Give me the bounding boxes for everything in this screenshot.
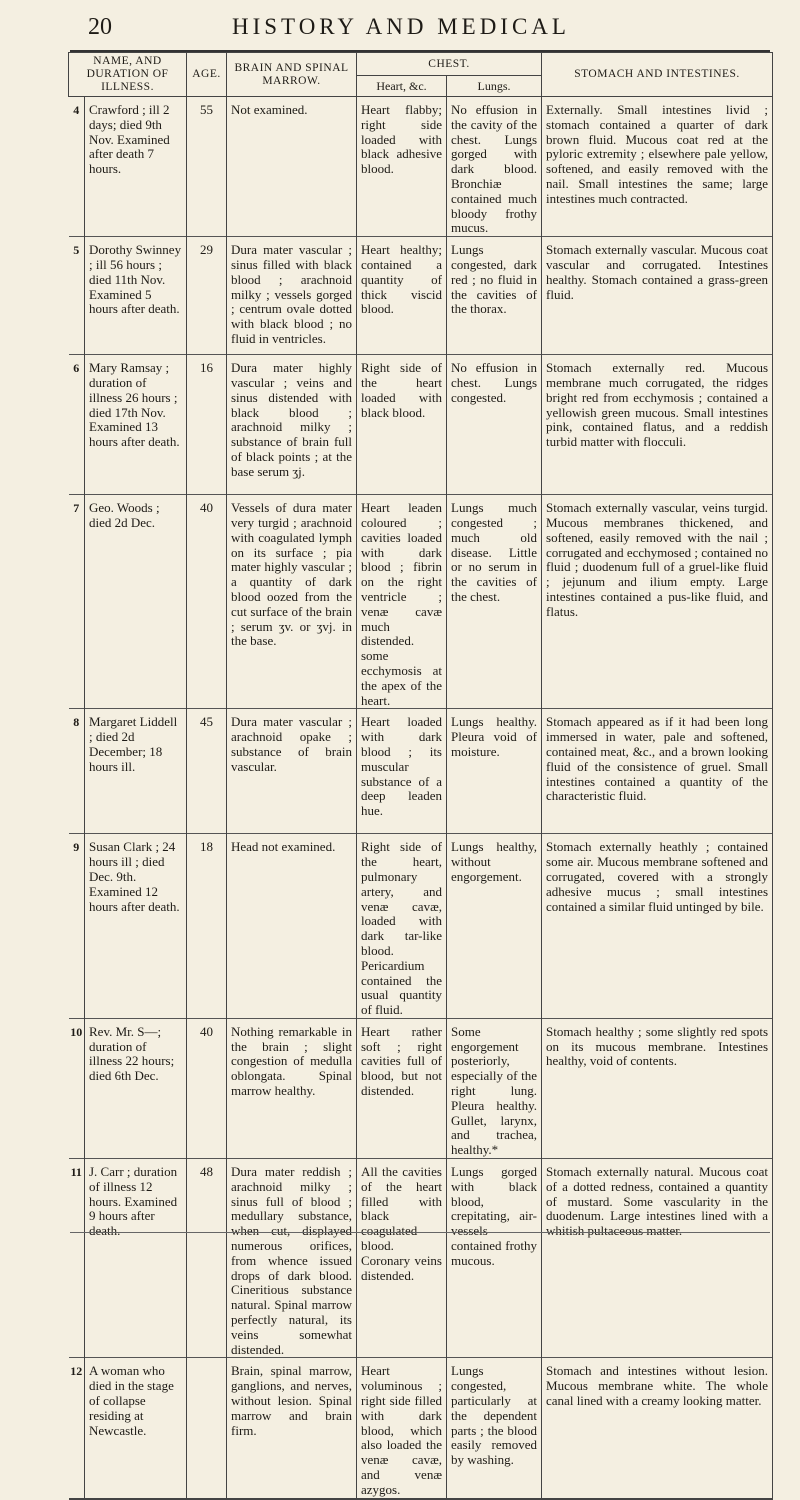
stomach-findings: Stomach externally heathly ; contained some air. Mucous membrane softened and corrugated, covered with a strongly adhesive mucus ; small intestines contained a similar fluid untinged by bile. [542,834,773,1019]
table-row [69,709,773,834]
table-row [69,355,773,495]
lungs-findings: Some engorgement posteriorly, especially of the right lung. Pleura healthy. Gullet, larynx, and trachea, healthy.* [447,1018,542,1158]
heart-findings: Heart rather soft ; right cavities full of blood, but not distended. [357,1018,447,1158]
stomach-findings: Stomach externally natural. Mucous coat of a dotted redness, contained a quantity of mustard. Some vascularity in the duodenum. Large intestines lined with a whitish pultaceous matter. [542,1159,773,1358]
heart-findings: Right side of the heart, pulmonary artery, and venæ cavæ, loaded with dark tar-like blood. Pericardium contained the usual quantity of fluid. [357,834,447,1019]
table-row [69,1358,773,1499]
header-chest: CHEST. [357,53,542,76]
heart-findings: Heart flabby; right side loaded with black adhesive blood. [357,97,447,237]
lungs-findings: No effusion in chest. Lungs congested. [447,355,542,495]
row-number: 8 [69,709,85,834]
lungs-findings: Lungs congested, particularly at the dependent parts ; the blood easily removed by washing. [447,1358,542,1499]
patient-name: J. Carr ; duration of illness 12 hours. Examined 9 hours after death. [85,1159,187,1358]
patient-name: A woman who died in the stage of collapse residing at Newcastle. [85,1358,187,1499]
lungs-findings: Lungs healthy, without engorgement. [447,834,542,1019]
brain-findings: Head not examined. [227,834,357,1019]
patient-name: Geo. Woods ; died 2d Dec. [85,495,187,709]
header-stomach: STOMACH AND INTESTINES. [542,53,773,97]
row-number: 11 [69,1159,85,1358]
patient-age: 40 [187,495,227,709]
stomach-findings: Stomach externally vascular. Mucous coat vascular and corrugated. Intestines healthy. Stomach contained a grass-green fluid. [542,237,773,355]
heart-findings: Heart leaden coloured ; cavities loaded with dark blood ; fibrin on the right ventricle ; venæ cavæ much distended. some ecchymosis at the apex of the heart. [357,495,447,709]
table-row [69,495,773,709]
patient-age [187,1358,227,1499]
autopsy-table [68,52,773,1500]
table-row [69,97,773,237]
stomach-findings: Stomach healthy ; some slightly red spots on its mucous membrane. Intestines healthy, void of contents. [542,1018,773,1158]
stomach-findings: Stomach and intestines without lesion. Mucous membrane white. The whole canal lined with a creamy looking matter. [542,1358,773,1499]
patient-name: Crawford ; ill 2 days; died 9th Nov. Examined after death 7 hours. [85,97,187,237]
stomach-findings: Stomach externally vascular, veins turgid. Mucous membranes thickened, and softened, easily removed with the nail ; corrugated and ecchymosed ; contained no fluid ; duodenum full of a gruel-like fluid ; jejunum and ilium empty. Large intestines contained a pus-like fluid, and flatus. [542,495,773,709]
patient-age: 29 [187,237,227,355]
page-number: 20 [88,14,112,40]
header-brain: BRAIN AND SPINAL MARROW. [227,53,357,97]
stomach-findings: Stomach externally red. Mucous membrane much corrugated, the ridges bright red from ecchymosis ; contained a yellowish green mucous. Small intestines pink, contained flatus, and a reddish turbid matter with flocculi. [542,355,773,495]
patient-name: Margaret Liddell ; died 2d December; 18 hours ill. [85,709,187,834]
heart-findings: Right side of the heart loaded with black blood. [357,355,447,495]
table-row [69,237,773,355]
running-title: HISTORY AND MEDICAL [232,14,570,39]
heart-findings: All the cavities of the heart filled with black coagulated blood. Coronary veins distended. [357,1159,447,1358]
lungs-findings: Lungs healthy. Pleura void of moisture. [447,709,542,834]
heart-findings: Heart loaded with dark blood ; its muscular substance of a deep leaden hue. [357,709,447,834]
row-number: 5 [69,237,85,355]
lungs-findings: Lungs much congested ; much old disease. Little or no serum in the cavities of the chest. [447,495,542,709]
row-number: 4 [69,97,85,237]
header-heart: Heart, &c. [357,76,447,97]
bottom-rule [70,1232,770,1233]
stomach-findings: Externally. Small intestines livid ; stomach contained a quarter of dark brown fluid. Mucous coat red at the pyloric extremity ; elsewhere pale yellow, softened, and easily removed with the nail. Small intestines the same; large intestines much contracted. [542,97,773,237]
brain-findings: Dura mater vascular ; arachnoid opake ; substance of brain vascular. [227,709,357,834]
lungs-findings: Lungs congested, dark red ; no fluid in the cavities of the thorax. [447,237,542,355]
patient-age: 55 [187,97,227,237]
brain-findings: Vessels of dura mater very turgid ; arachnoid with coagulated lymph on its surface ; pia mater highly vascular ; a quantity of dark blood oozed from the cut surface of the brain ; serum ʒv. or ʒvj. in the base. [227,495,357,709]
row-number: 10 [69,1018,85,1158]
brain-findings: Dura mater vascular ; sinus filled with black blood ; arachnoid milky ; vessels gorged ; centrum ovale dotted with black blood ; no fluid in ventricles. [227,237,357,355]
table-row [69,1018,773,1158]
brain-findings: Brain, spinal marrow, ganglions, and nerves, without lesion. Spinal marrow and brain firm. [227,1358,357,1499]
row-number: 12 [69,1358,85,1499]
patient-age: 45 [187,709,227,834]
header-name: NAME, AND DURATION OF ILLNESS. [69,53,187,97]
table-row [69,834,773,1019]
header-lungs: Lungs. [447,76,542,97]
patient-age: 16 [187,355,227,495]
heart-findings: Heart healthy; contained a quantity of thick viscid blood. [357,237,447,355]
patient-age: 48 [187,1159,227,1358]
patient-name: Dorothy Swinney ; ill 56 hours ; died 11th Nov. Examined 5 hours after death. [85,237,187,355]
row-number: 9 [69,834,85,1019]
row-number: 6 [69,355,85,495]
row-number: 7 [69,495,85,709]
brain-findings: Not examined. [227,97,357,237]
brain-findings: Dura mater reddish ; arachnoid milky ; sinus full of blood ; medullary substance, when cut, displayed numerous orifices, from whence issued drops of dark blood. Cineritious substance natural. Spinal marrow perfectly natural, its veins somewhat distended. [227,1159,357,1358]
patient-name: Susan Clark ; 24 hours ill ; died Dec. 9th. Examined 12 hours after death. [85,834,187,1019]
lungs-findings: No effusion in the cavity of the chest. Lungs gorged with dark blood. Bronchiæ contained much bloody frothy mucus. [447,97,542,237]
patient-age: 18 [187,834,227,1019]
brain-findings: Nothing remarkable in the brain ; slight congestion of medulla oblongata. Spinal marrow healthy. [227,1018,357,1158]
patient-name: Rev. Mr. S—; duration of illness 22 hours; died 6th Dec. [85,1018,187,1158]
table-row [69,1159,773,1358]
brain-findings: Dura mater highly vascular ; veins and sinus distended with black blood ; arachnoid milky ; substance of brain full of black points ; at the base serum ʒj. [227,355,357,495]
lungs-findings: Lungs gorged with black blood, crepitating, air-vessels contained frothy mucous. [447,1159,542,1358]
patient-age: 40 [187,1018,227,1158]
header-age: AGE. [187,53,227,97]
heart-findings: Heart voluminous ; right side filled with dark blood, which also loaded the venæ cavæ, and venæ azygos. [357,1358,447,1499]
page-header [0,14,800,44]
stomach-findings: Stomach appeared as if it had been long immersed in water, pale and softened, contained meat, &c., and a brown looking fluid of the consistence of gruel. Small intestines contained a quantity of the characteristic fluid. [542,709,773,834]
patient-name: Mary Ramsay ; duration of illness 26 hours ; died 17th Nov. Examined 13 hours after death. [85,355,187,495]
